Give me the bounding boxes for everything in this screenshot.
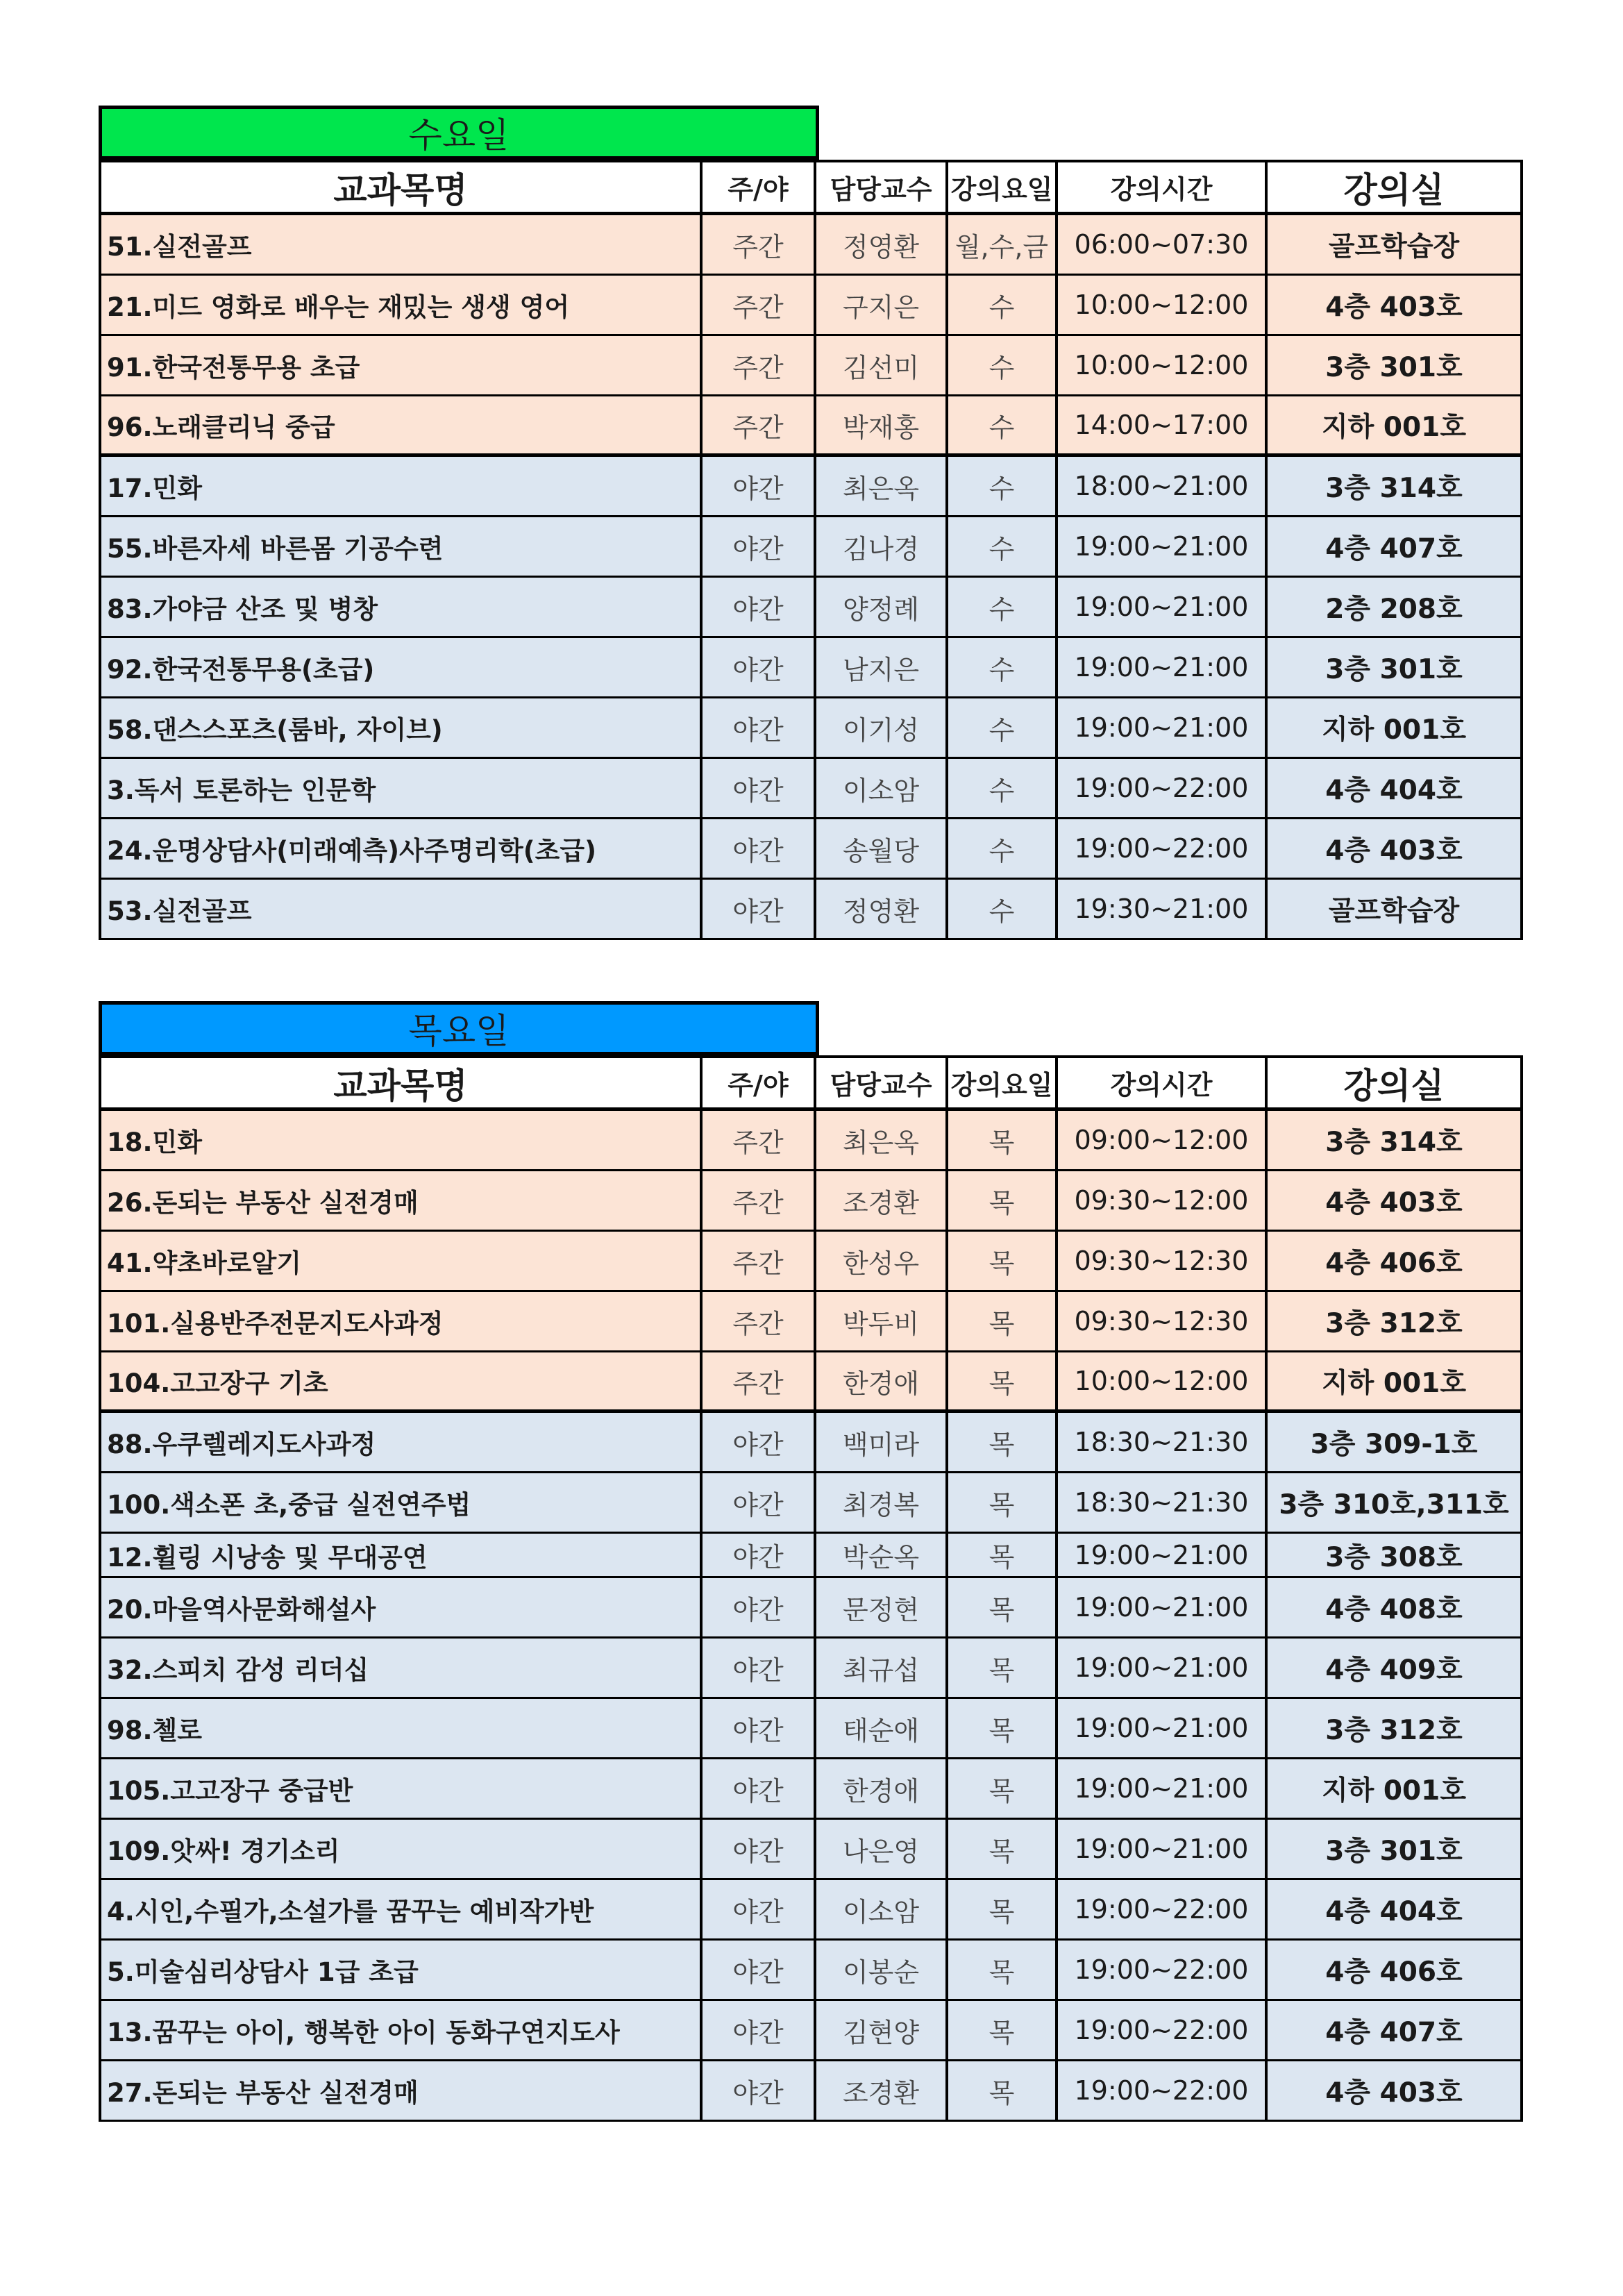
room-header: 강의실 [1268,1055,1523,1111]
course-header: 교과목명 [99,1055,703,1111]
lecture-day-cell: 목 [948,1473,1058,1534]
lecture-time-cell: 14:00~17:00 [1058,396,1268,457]
shift-cell: 야간 [703,1880,816,1941]
course-name-cell: 91.한국전통무용 초급 [99,336,703,396]
course-name-cell: 55.바른자세 바른몸 기공수련 [99,517,703,578]
lecture-time-cell: 09:30~12:30 [1058,1232,1268,1292]
room-cell: 3층 301호 [1268,638,1523,698]
lecture-time-cell: 18:30~21:30 [1058,1473,1268,1534]
room-cell: 4층 403호 [1268,1171,1523,1232]
course-name-cell: 105.고고장구 중급반 [99,1759,703,1820]
professor-cell: 한경애 [816,1352,948,1413]
shift-cell: 야간 [703,1413,816,1473]
lecture-time-cell: 10:00~12:00 [1058,276,1268,336]
shift-cell: 주간 [703,1232,816,1292]
room-cell: 골프학습장 [1268,880,1523,940]
lecture-day-cell: 목 [948,1292,1058,1352]
lecture-day-cell: 목 [948,2061,1058,2122]
lecture-time-cell: 19:00~21:00 [1058,638,1268,698]
course-name-cell: 4.시인,수필가,소설가를 꿈꾸는 예비작가반 [99,1880,703,1941]
lecture-time-cell: 18:30~21:30 [1058,1413,1268,1473]
lecture-time-cell: 19:00~22:00 [1058,1880,1268,1941]
room-cell: 4층 407호 [1268,2001,1523,2061]
course-name-cell: 12.휠링 시낭송 및 무대공연 [99,1534,703,1578]
lecture-day-header: 강의요일 [948,1055,1058,1111]
professor-cell: 김나경 [816,517,948,578]
course-name-cell: 83.가야금 산조 및 병창 [99,578,703,638]
room-cell: 3층 314호 [1268,457,1523,517]
professor-cell: 나은영 [816,1820,948,1880]
professor-cell: 최규섭 [816,1639,948,1699]
course-name-cell: 41.약초바로알기 [99,1232,703,1292]
lecture-day-cell: 수 [948,880,1058,940]
shift-cell: 야간 [703,1699,816,1759]
professor-cell: 태순애 [816,1699,948,1759]
shift-cell: 주간 [703,276,816,336]
shift-cell: 주간 [703,1292,816,1352]
shift-header: 주/야 [703,160,816,215]
shift-header: 주/야 [703,1055,816,1111]
lecture-time-cell: 19:00~21:00 [1058,698,1268,759]
shift-cell: 야간 [703,819,816,880]
shift-cell: 주간 [703,1111,816,1171]
professor-cell: 조경환 [816,1171,948,1232]
shift-cell: 야간 [703,1473,816,1534]
lecture-time-cell: 19:00~21:00 [1058,578,1268,638]
professor-cell: 김현양 [816,2001,948,2061]
room-cell: 지하 001호 [1268,698,1523,759]
lecture-day-cell: 목 [948,1232,1058,1292]
lecture-time-cell: 19:00~21:00 [1058,517,1268,578]
room-cell: 4층 404호 [1268,759,1523,819]
course-name-cell: 51.실전골프 [99,215,703,276]
professor-cell: 이기성 [816,698,948,759]
shift-cell: 주간 [703,396,816,457]
lecture-day-cell: 수 [948,638,1058,698]
lecture-day-cell: 목 [948,1941,1058,2001]
thursday-header [99,1001,819,1055]
room-cell: 3층 309-1호 [1268,1413,1523,1473]
room-cell: 2층 208호 [1268,578,1523,638]
lecture-time-cell: 19:00~22:00 [1058,1941,1268,2001]
shift-cell: 야간 [703,517,816,578]
course-name-cell: 58.댄스스포츠(룸바, 자이브) [99,698,703,759]
course-name-cell: 20.마을역사문화해설사 [99,1578,703,1639]
room-cell: 지하 001호 [1268,1759,1523,1820]
course-name-cell: 24.운명상담사(미래예측)사주명리학(초급) [99,819,703,880]
course-name-cell: 88.우쿠렐레지도사과정 [99,1413,703,1473]
lecture-time-cell: 19:30~21:00 [1058,880,1268,940]
lecture-time-cell: 19:00~21:00 [1058,1759,1268,1820]
lecture-day-cell: 목 [948,1759,1058,1820]
lecture-day-cell: 수 [948,698,1058,759]
course-name-cell: 96.노래클리닉 중급 [99,396,703,457]
shift-cell: 야간 [703,638,816,698]
shift-cell: 야간 [703,880,816,940]
lecture-time-cell: 19:00~22:00 [1058,2001,1268,2061]
lecture-day-cell: 목 [948,1820,1058,1880]
shift-cell: 야간 [703,578,816,638]
professor-cell: 이소암 [816,1880,948,1941]
lecture-time-cell: 09:30~12:30 [1058,1292,1268,1352]
lecture-day-cell: 목 [948,2001,1058,2061]
professor-cell: 최경복 [816,1473,948,1534]
room-cell: 4층 404호 [1268,1880,1523,1941]
lecture-day-cell: 목 [948,1413,1058,1473]
shift-cell: 야간 [703,1578,816,1639]
course-name-cell: 101.실용반주전문지도사과정 [99,1292,703,1352]
lecture-time-cell: 19:00~21:00 [1058,1820,1268,1880]
lecture-time-header: 강의시간 [1058,160,1268,215]
shift-cell: 야간 [703,457,816,517]
lecture-day-cell: 수 [948,276,1058,336]
course-name-cell: 13.꿈꾸는 아이, 행복한 아이 동화구연지도사 [99,2001,703,2061]
lecture-time-cell: 19:00~21:00 [1058,1639,1268,1699]
professor-cell: 이봉순 [816,1941,948,2001]
professor-cell: 김선미 [816,336,948,396]
lecture-day-cell: 목 [948,1880,1058,1941]
lecture-time-cell: 09:30~12:00 [1058,1171,1268,1232]
professor-header: 담당교수 [816,1055,948,1111]
professor-cell: 한경애 [816,1759,948,1820]
shift-cell: 야간 [703,698,816,759]
lecture-day-cell: 목 [948,1578,1058,1639]
day-label: 목요일 [408,1011,510,1051]
professor-cell: 최은옥 [816,1111,948,1171]
course-name-cell: 3.독서 토론하는 인문학 [99,759,703,819]
room-cell: 4층 403호 [1268,276,1523,336]
lecture-day-cell: 목 [948,1352,1058,1413]
lecture-day-cell: 수 [948,517,1058,578]
room-cell: 4층 403호 [1268,819,1523,880]
professor-cell: 남지은 [816,638,948,698]
lecture-time-cell: 06:00~07:30 [1058,215,1268,276]
course-header: 교과목명 [99,160,703,215]
course-name-cell: 18.민화 [99,1111,703,1171]
room-cell: 3층 301호 [1268,1820,1523,1880]
room-cell: 3층 310호,311호 [1268,1473,1523,1534]
room-cell: 4층 409호 [1268,1639,1523,1699]
course-name-cell: 98.첼로 [99,1699,703,1759]
lecture-time-cell: 19:00~21:00 [1058,1534,1268,1578]
course-name-cell: 100.색소폰 초,중급 실전연주법 [99,1473,703,1534]
professor-cell: 박재홍 [816,396,948,457]
lecture-time-cell: 10:00~12:00 [1058,1352,1268,1413]
lecture-day-header: 강의요일 [948,160,1058,215]
course-name-cell: 104.고고장구 기초 [99,1352,703,1413]
shift-cell: 야간 [703,759,816,819]
course-name-cell: 27.돈되는 부동산 실전경매 [99,2061,703,2122]
room-cell: 4층 406호 [1268,1232,1523,1292]
professor-cell: 구지은 [816,276,948,336]
professor-cell: 양정례 [816,578,948,638]
room-cell: 3층 312호 [1268,1699,1523,1759]
shift-cell: 주간 [703,1171,816,1232]
lecture-day-cell: 수 [948,336,1058,396]
course-name-cell: 109.앗싸! 경기소리 [99,1820,703,1880]
shift-cell: 주간 [703,1352,816,1413]
shift-cell: 주간 [703,336,816,396]
shift-cell: 야간 [703,2061,816,2122]
room-cell: 3층 308호 [1268,1534,1523,1578]
wednesday-header [99,106,819,160]
lecture-time-cell: 10:00~12:00 [1058,336,1268,396]
thursday-table [99,1055,1523,2122]
lecture-day-cell: 목 [948,1534,1058,1578]
course-name-cell: 26.돈되는 부동산 실전경매 [99,1171,703,1232]
lecture-day-cell: 목 [948,1111,1058,1171]
lecture-time-header: 강의시간 [1058,1055,1268,1111]
professor-cell: 한성우 [816,1232,948,1292]
room-cell: 3층 312호 [1268,1292,1523,1352]
lecture-day-cell: 목 [948,1699,1058,1759]
professor-header: 담당교수 [816,160,948,215]
day-label: 수요일 [408,115,510,156]
room-cell: 4층 407호 [1268,517,1523,578]
professor-cell: 정영환 [816,880,948,940]
lecture-time-cell: 09:00~12:00 [1058,1111,1268,1171]
lecture-time-cell: 19:00~21:00 [1058,1578,1268,1639]
lecture-day-cell: 목 [948,1171,1058,1232]
shift-cell: 야간 [703,1941,816,2001]
room-cell: 지하 001호 [1268,1352,1523,1413]
professor-cell: 박두비 [816,1292,948,1352]
course-name-cell: 21.미드 영화로 배우는 재밌는 생생 영어 [99,276,703,336]
lecture-time-cell: 19:00~22:00 [1058,759,1268,819]
shift-cell: 야간 [703,1639,816,1699]
wednesday-table [99,160,1523,940]
room-cell: 4층 406호 [1268,1941,1523,2001]
professor-cell: 문정현 [816,1578,948,1639]
lecture-day-cell: 수 [948,819,1058,880]
room-cell: 4층 403호 [1268,2061,1523,2122]
shift-cell: 야간 [703,2001,816,2061]
lecture-day-cell: 월,수,금 [948,215,1058,276]
professor-cell: 정영환 [816,215,948,276]
professor-cell: 이소암 [816,759,948,819]
shift-cell: 야간 [703,1820,816,1880]
room-cell: 3층 314호 [1268,1111,1523,1171]
course-name-cell: 32.스피치 감성 리더십 [99,1639,703,1699]
lecture-time-cell: 19:00~22:00 [1058,819,1268,880]
room-cell: 4층 408호 [1268,1578,1523,1639]
professor-cell: 박순옥 [816,1534,948,1578]
lecture-time-cell: 18:00~21:00 [1058,457,1268,517]
professor-cell: 조경환 [816,2061,948,2122]
room-cell: 지하 001호 [1268,396,1523,457]
room-cell: 3층 301호 [1268,336,1523,396]
shift-cell: 야간 [703,1759,816,1820]
lecture-day-cell: 수 [948,396,1058,457]
lecture-day-cell: 수 [948,759,1058,819]
room-header: 강의실 [1268,160,1523,215]
lecture-day-cell: 수 [948,457,1058,517]
room-cell: 골프학습장 [1268,215,1523,276]
lecture-time-cell: 19:00~22:00 [1058,2061,1268,2122]
lecture-day-cell: 수 [948,578,1058,638]
course-name-cell: 5.미술심리상담사 1급 초급 [99,1941,703,2001]
lecture-time-cell: 19:00~21:00 [1058,1699,1268,1759]
course-name-cell: 17.민화 [99,457,703,517]
professor-cell: 송월당 [816,819,948,880]
professor-cell: 백미라 [816,1413,948,1473]
professor-cell: 최은옥 [816,457,948,517]
course-name-cell: 53.실전골프 [99,880,703,940]
course-name-cell: 92.한국전통무용(초급) [99,638,703,698]
lecture-day-cell: 목 [948,1639,1058,1699]
shift-cell: 야간 [703,1534,816,1578]
shift-cell: 주간 [703,215,816,276]
